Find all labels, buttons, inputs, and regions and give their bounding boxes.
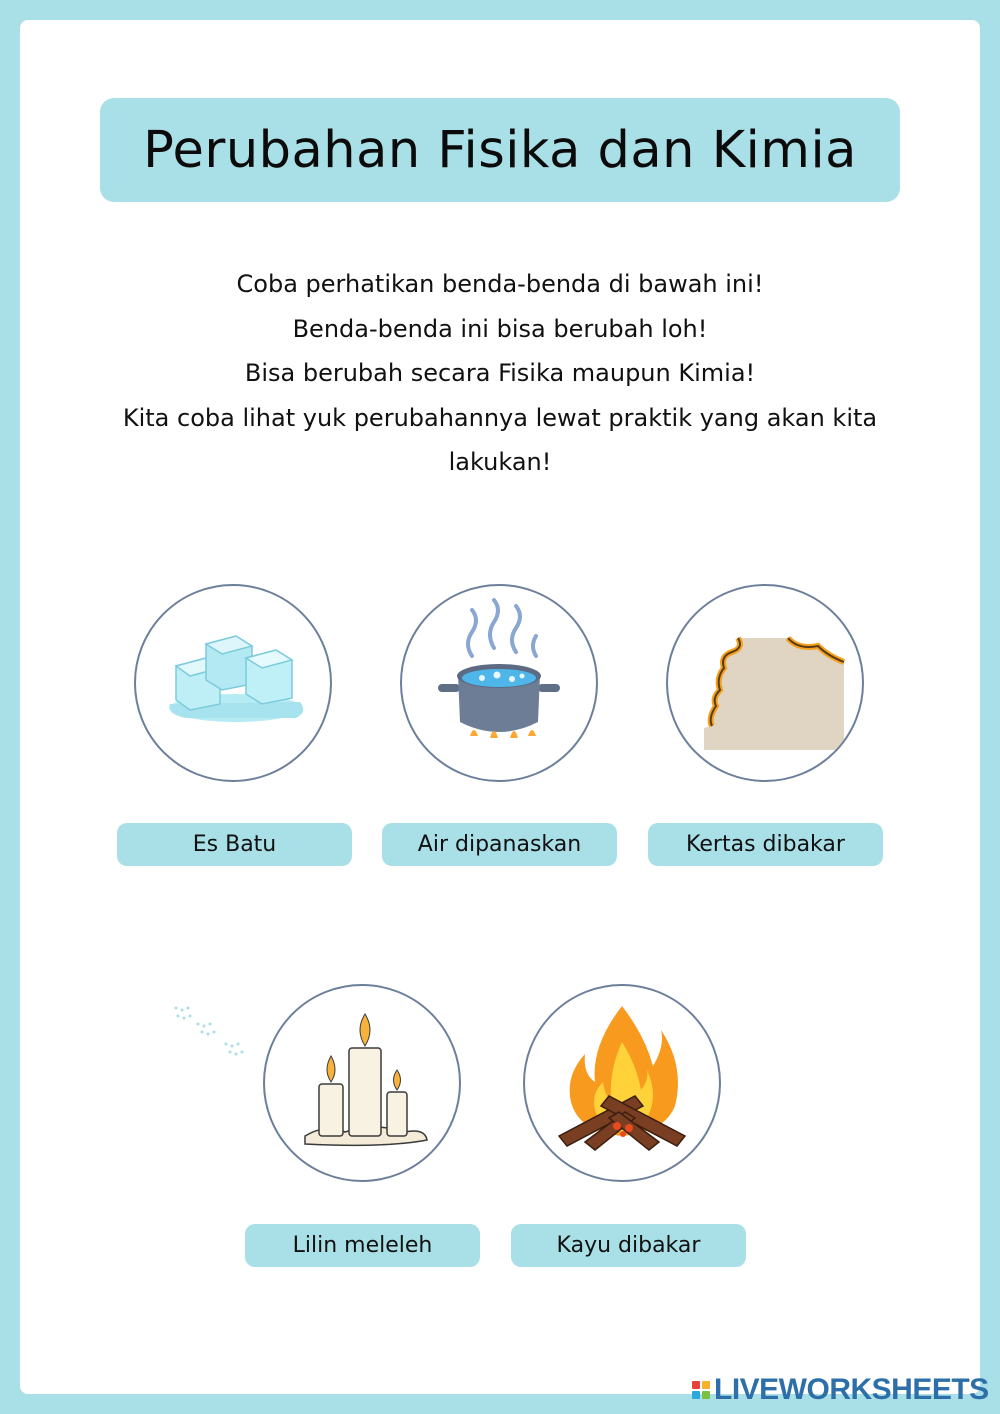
melting-candles-icon: [265, 986, 459, 1180]
intro-line: Bisa berubah secara Fisika maupun Kimia!: [244, 359, 756, 387]
campfire-image: [523, 984, 721, 1182]
title-banner: [100, 98, 900, 202]
intro-line: Benda-benda ini bisa berubah loh!: [292, 314, 708, 343]
boiling-pot-image: [400, 584, 598, 782]
item-label: Kertas dibakar: [648, 823, 883, 866]
burning-paper-icon: [668, 586, 862, 780]
item-label: Air dipanaskan: [382, 823, 617, 866]
ice-cubes-icon: [136, 586, 330, 780]
decorative-dots-icon: [172, 1004, 252, 1068]
page-title: Perubahan Fisika dan Kimia: [143, 120, 857, 180]
logo-text: LIVEWORKSHEETS: [714, 1373, 989, 1406]
intro-text: [100, 262, 900, 485]
burning-paper-image: [666, 584, 864, 782]
intro-line: Coba perhatikan benda-benda di bawah ini!: [236, 270, 764, 298]
campfire-icon: [525, 986, 719, 1180]
item-label: Es Batu: [117, 823, 352, 866]
liveworksheets-logo[interactable]: [692, 1372, 989, 1408]
liveworksheets-logo-icon: [692, 1381, 710, 1399]
ice-cubes-image: [134, 584, 332, 782]
melting-candles-image: [263, 984, 461, 1182]
boiling-pot-icon: [402, 586, 596, 780]
item-label: Kayu dibakar: [511, 1224, 746, 1267]
item-label: Lilin meleleh: [245, 1224, 480, 1267]
intro-line: Kita coba lihat yuk perubahannya lewat praktik yang akan kita lakukan!: [122, 403, 878, 476]
